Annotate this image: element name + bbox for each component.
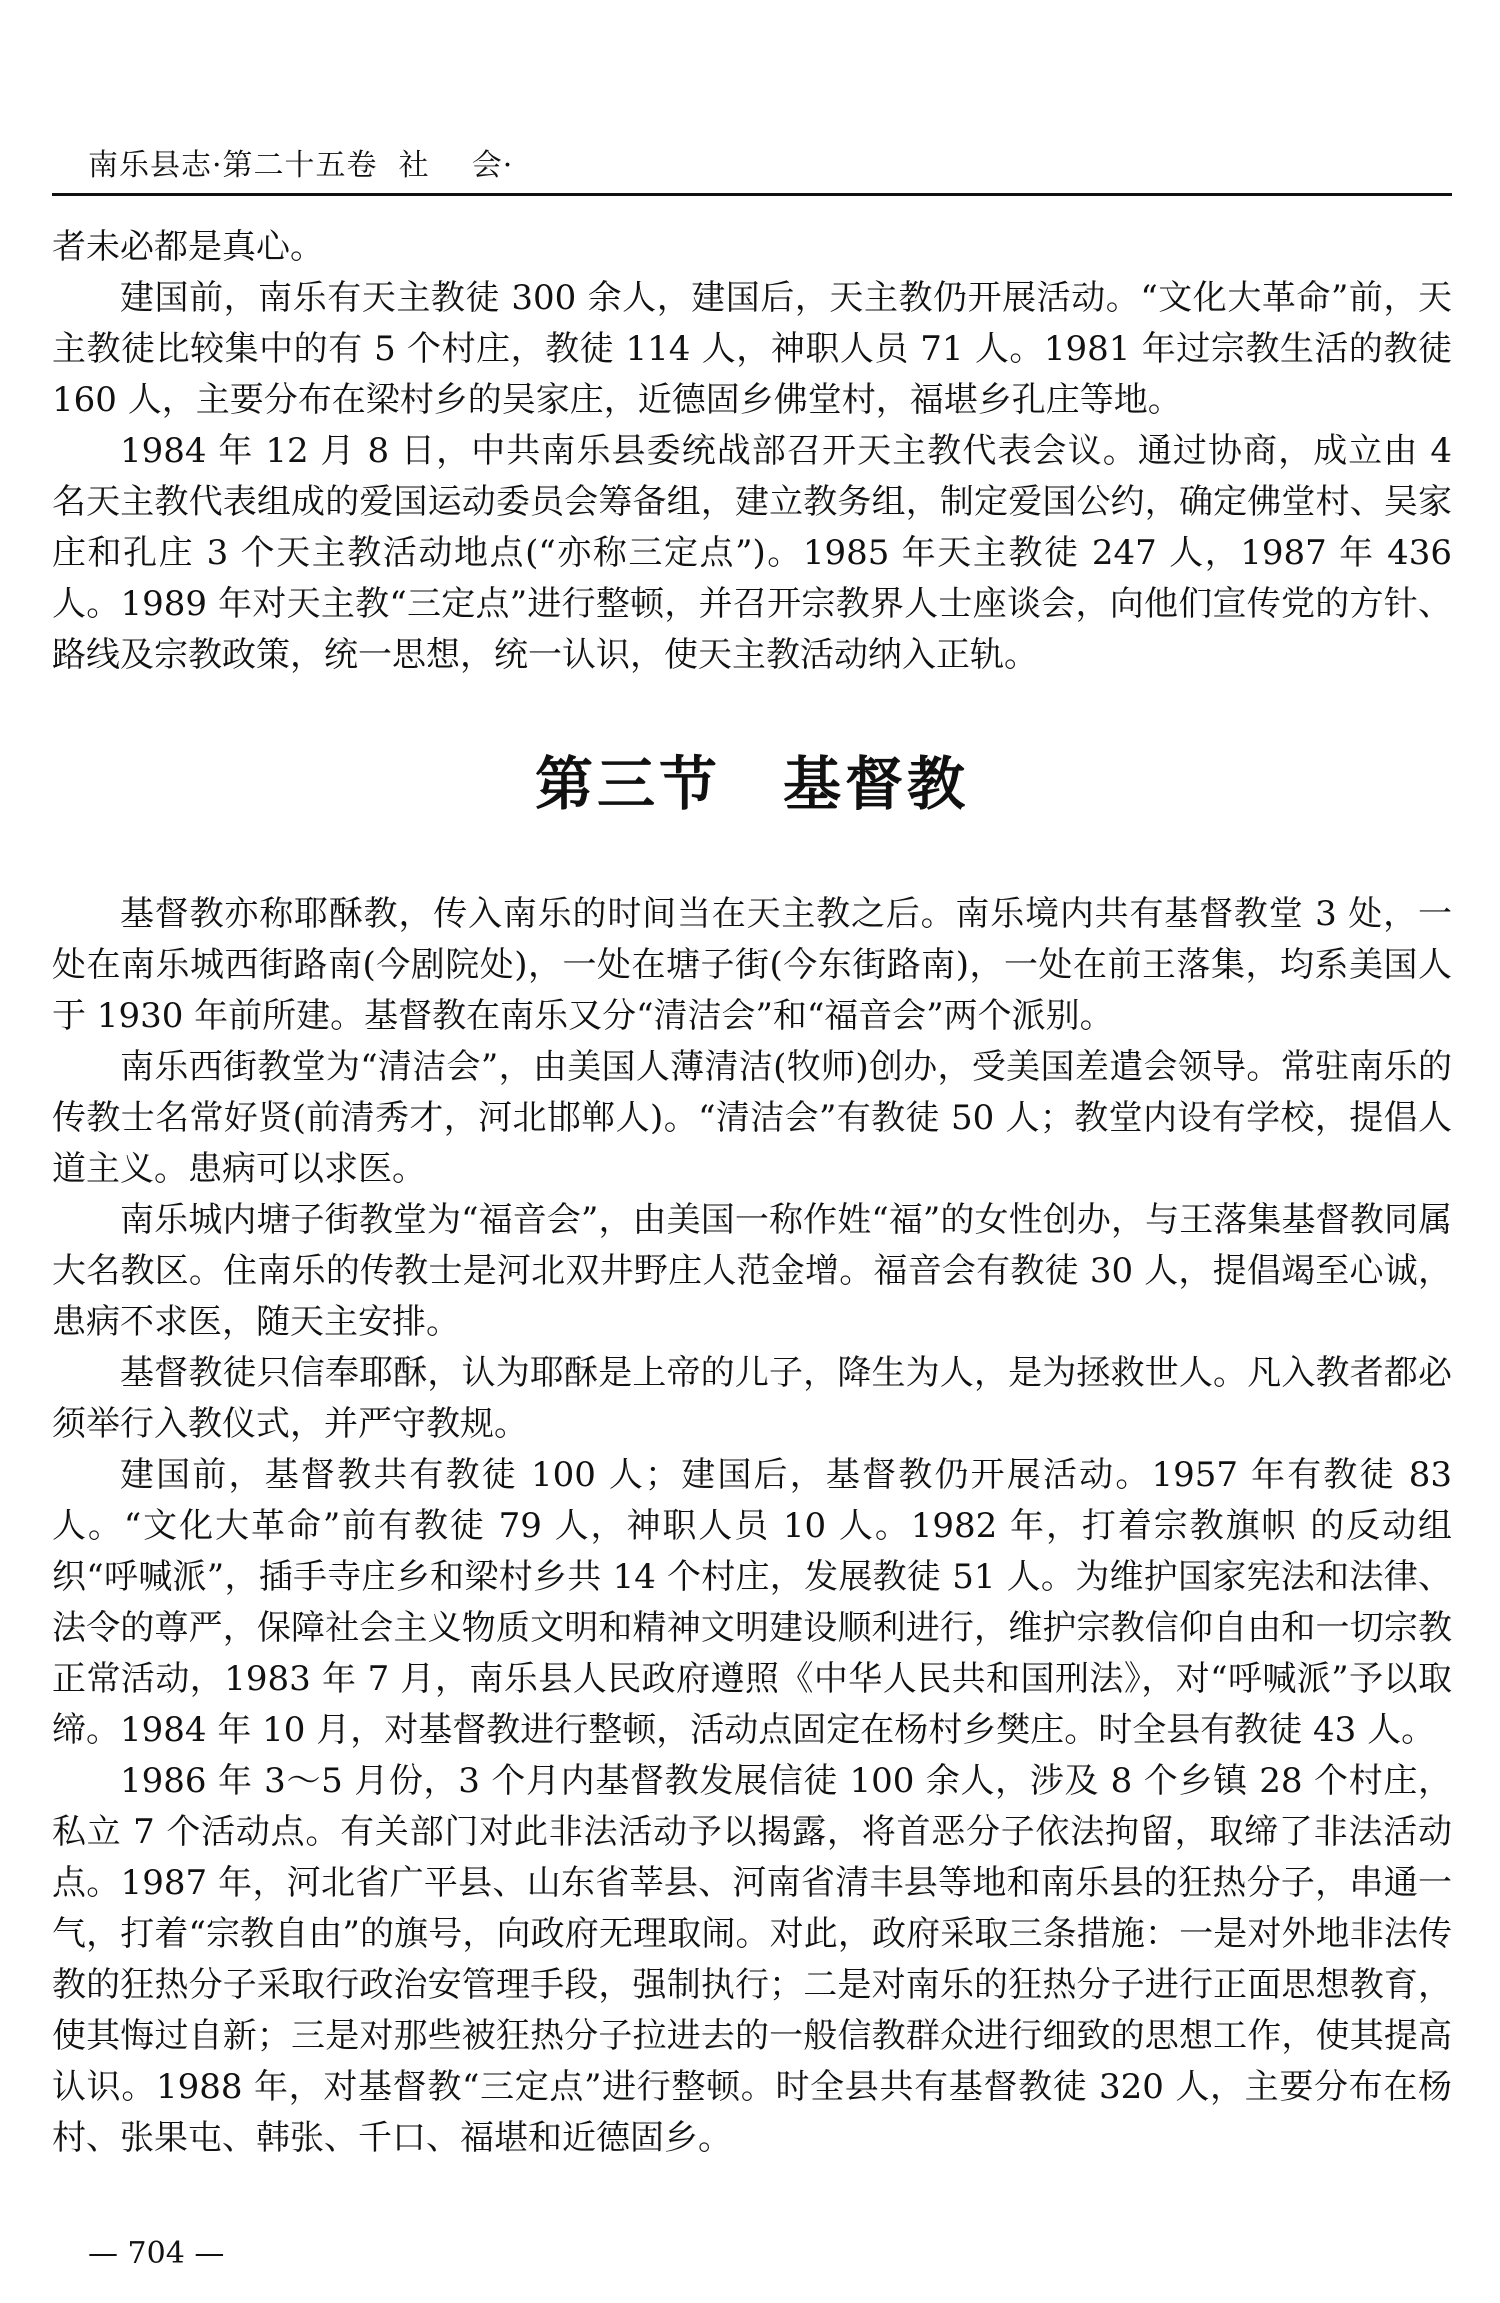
body-text [52,222,1452,2164]
catholic-paragraph-1: 建国前，南乐有天主教徒 300 余人，建国后，天主教仍开展活动。“文化大革命”前，天主教徒比较集中的有 5 个村庄，教徒 114 人，神职人员 71 人。1981 年过宗教生活的教徒 160 人，主要分布在梁村乡的吴家庄，近德固乡佛堂村，福堪乡孔庄等地。 [52,278,1452,420]
protestant-paragraph-3: 南乐城内塘子街教堂为“福音会”，由美国一称作姓“福”的女性创办，与王落集基督教同属大名教区。住南乐的传教士是河北双井野庄人范金增。福音会有教徒 30 人，提倡竭至心诚，患病不求医，随天主安排。 [52,1200,1452,1342]
continuation-paragraph: 者未必都是真心。 [52,227,324,267]
header-rule [52,193,1452,196]
protestant-paragraph-2: 南乐西街教堂为“清洁会”，由美国人薄清洁(牧师)创办，受美国差遣会领导。常驻南乐的传教士名常好贤(前清秀才，河北邯郸人)。“清洁会”有教徒 50 人；教堂内设有学校，提倡人道主义。患病可以求医。 [52,1047,1452,1189]
protestant-paragraph-5: 建国前，基督教共有教徒 100 人；建国后，基督教仍开展活动。1957 年有教徒 83 人。“文化大革命”前有教徒 79 人，神职人员 10 人。1982 年，打着宗教旗帜 的反动组织“呼喊派”，插手寺庄乡和梁村乡共 14 个村庄，发展教徒 51 人。为维护国家宪法和法律、法令的尊严，保障社会主义物质文明和精神文明建设顺利进行，维护宗教信仰自由和一切宗教正常活动，1983 年 7 月，南乐县人民政府遵照《中华人民共和国刑法》，对“呼喊派”予以取缔。1984 年 10 月，对基督教进行整顿，活动点固定在杨村乡樊庄。时全县有教徒 43 人。 [52,1455,1452,1750]
protestant-paragraph-4: 基督教徒只信奉耶酥，认为耶酥是上帝的儿子，降生为人，是为拯救世人。凡入教者都必须举行入教仪式，并严守教规。 [52,1353,1452,1444]
protestant-paragraph-1: 基督教亦称耶酥教，传入南乐的时间当在天主教之后。南乐境内共有基督教堂 3 处，一处在南乐城西街路南(今剧院处)，一处在塘子街(今东街路南)，一处在前王落集，均系美国人于 1930 年前所建。基督教在南乐又分“清洁会”和“福音会”两个派别。 [52,894,1452,1036]
catholic-paragraph-2: 1984 年 12 月 8 日，中共南乐县委统战部召开天主教代表会议。通过协商，成立由 4 名天主教代表组成的爱国运动委员会筹备组，建立教务组，制定爱国公约，确定佛堂村、吴家庄和孔庄 3 个天主教活动地点(“亦称三定点”)。1985 年天主教徒 247 人，1987 年 436 人。1989 年对天主教“三定点”进行整顿，并召开宗教界人士座谈会，向他们宣传党的方针、路线及宗教政策，统一思想，统一认识，使天主教活动纳入正轨。 [52,431,1452,675]
running-head: 南乐县志·第二十五卷 社 会· [88,148,514,183]
protestant-paragraph-6: 1986 年 3～5 月份，3 个月内基督教发展信徒 100 余人，涉及 8 个乡镇 28 个村庄，私立 7 个活动点。有关部门对此非法活动予以揭露，将首恶分子依法拘留，取缔了非法活动点。1987 年，河北省广平县、山东省莘县、河南省清丰县等地和南乐县的狂热分子，串通一气，打着“宗教自由”的旗号，向政府无理取闹。对此，政府采取三条措施：一是对外地非法传教的狂热分子采取行政治安管理手段，强制执行；二是对南乐的狂热分子进行正面思想教育，使其悔过自新；三是对那些被狂热分子拉进去的一般信教群众进行细致的思想工作，使其提高认识。1988 年，对基督教“三定点”进行整顿。时全县共有基督教徒 320 人，主要分布在杨村、张果屯、韩张、千口、福堪和近德固乡。 [52,1761,1452,2158]
section-title: 第三节 基督教 [534,750,969,818]
page-number: — 704 — [88,2236,225,2271]
